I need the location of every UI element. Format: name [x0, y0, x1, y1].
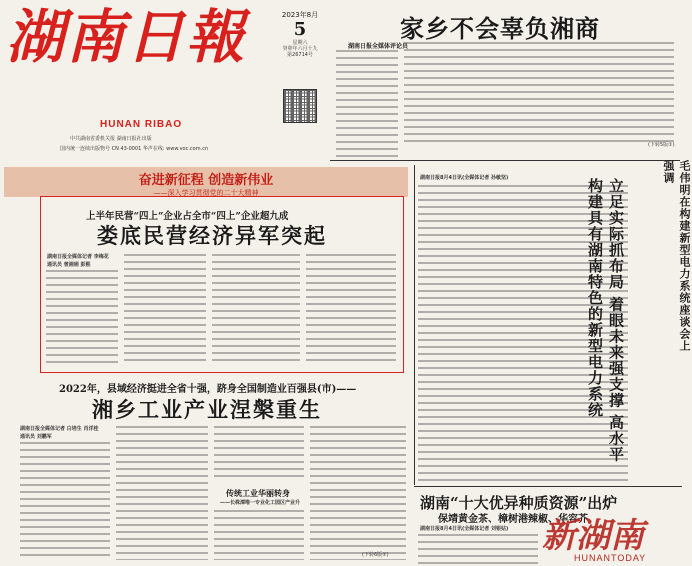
date-box — [276, 10, 324, 155]
lead-story-col3 — [212, 254, 300, 366]
top-story-continue[interactable]: (下转5版①) — [648, 142, 675, 148]
bottom-story-body — [418, 534, 538, 564]
second-story-col4 — [310, 426, 406, 560]
bottom-story-subhead: 保靖黄金茶、樟树港辣椒、华容芥 — [438, 514, 588, 525]
date-year-month: 2023年8月 — [281, 11, 319, 19]
second-story-subhead: 2022年，县域经济挺进全省十强，跻身全国制造业百强县(市)—— — [59, 384, 357, 395]
top-story-headline[interactable]: 家乡不会辜负湘商 — [400, 14, 600, 43]
lead-story-headline[interactable]: 娄底民营经济异军突起 — [97, 223, 327, 248]
side-story-dateline: 湖南日报8月4日讯(全媒体记者 孙敏坚) — [420, 175, 509, 181]
bottom-divider — [414, 486, 682, 487]
second-story-col2 — [116, 426, 208, 560]
masthead-title: 湖南日報 — [6, 3, 247, 71]
editor-note-text — [336, 50, 398, 160]
masthead-pinyin: HUNAN RIBAO — [100, 119, 183, 130]
top-story-body — [404, 42, 674, 142]
lead-story-col4 — [306, 254, 396, 366]
lead-byline-2: 通讯员 曾湘娟 彭熙 — [47, 262, 91, 268]
hunan-today-logo: 新湖南 — [542, 516, 644, 556]
banner-main-text: 奋进新征程 创造新伟业 — [138, 173, 274, 188]
date-day: 5 — [293, 19, 307, 40]
column-divider — [414, 165, 415, 485]
editor-note-title: 湖南日报全媒体评论员 — [348, 43, 409, 50]
hunan-today-logo-en: HUNANTODAY — [574, 553, 647, 563]
lead-story-col2 — [124, 254, 206, 366]
second-story-col3 — [214, 426, 304, 482]
sidebar-subtitle: ——长株潭唯一专业化工园区产业升 — [220, 500, 301, 506]
second-story-continue[interactable]: (下转6版②) — [362, 552, 389, 558]
banner-sub-text: ——深入学习贯彻党的二十大精神 — [153, 189, 259, 197]
date-weekday: 星期六 — [292, 40, 308, 46]
lead-story-subhead: 上半年民营“四上”企业占全市“四上”企业超九成 — [86, 211, 289, 222]
sidebar-body — [214, 510, 304, 560]
side-story-kicker: 毛伟明在构建新型电力系统座谈会上强调 — [662, 160, 691, 352]
lead-story-col1 — [46, 270, 118, 366]
issue-number: 第26714号 — [287, 52, 313, 58]
second-byline-1: 湖南日报全媒体记者 白培生 肖洋桂 — [20, 426, 99, 432]
second-story-headline[interactable]: 湘乡工业产业涅槃重生 — [92, 397, 322, 422]
side-story-headline[interactable]: 立足实际抓布局 着眼未来强支撑 高水平构建具有湖南特色的新型电力系统 — [586, 178, 625, 463]
sidebar-title: 传统工业华丽转身 — [226, 488, 290, 498]
theme-banner — [4, 167, 408, 197]
registration-line: 国内统一连续出版物号 CN 43-0001 华声在线: www.voc.com.cn — [60, 146, 209, 152]
bottom-story-dateline: 湖南日报8月4日讯(全媒体记者 刘银姑) — [420, 526, 509, 532]
date-lunar: 癸卯年六月十九 — [282, 46, 318, 52]
qr-code[interactable] — [283, 89, 317, 123]
divider — [330, 160, 680, 161]
lead-byline-1: 湖南日报全媒体记者 李梅花 — [47, 254, 109, 260]
second-byline-2: 通讯员 刘鹏军 — [20, 434, 52, 440]
second-story-col1 — [20, 442, 110, 560]
bottom-story-headline[interactable]: 湖南“十大优异种质资源”出炉 — [420, 494, 618, 512]
publisher-line: 中共湖南省委机关报 湖南日报社出版 — [70, 136, 152, 142]
